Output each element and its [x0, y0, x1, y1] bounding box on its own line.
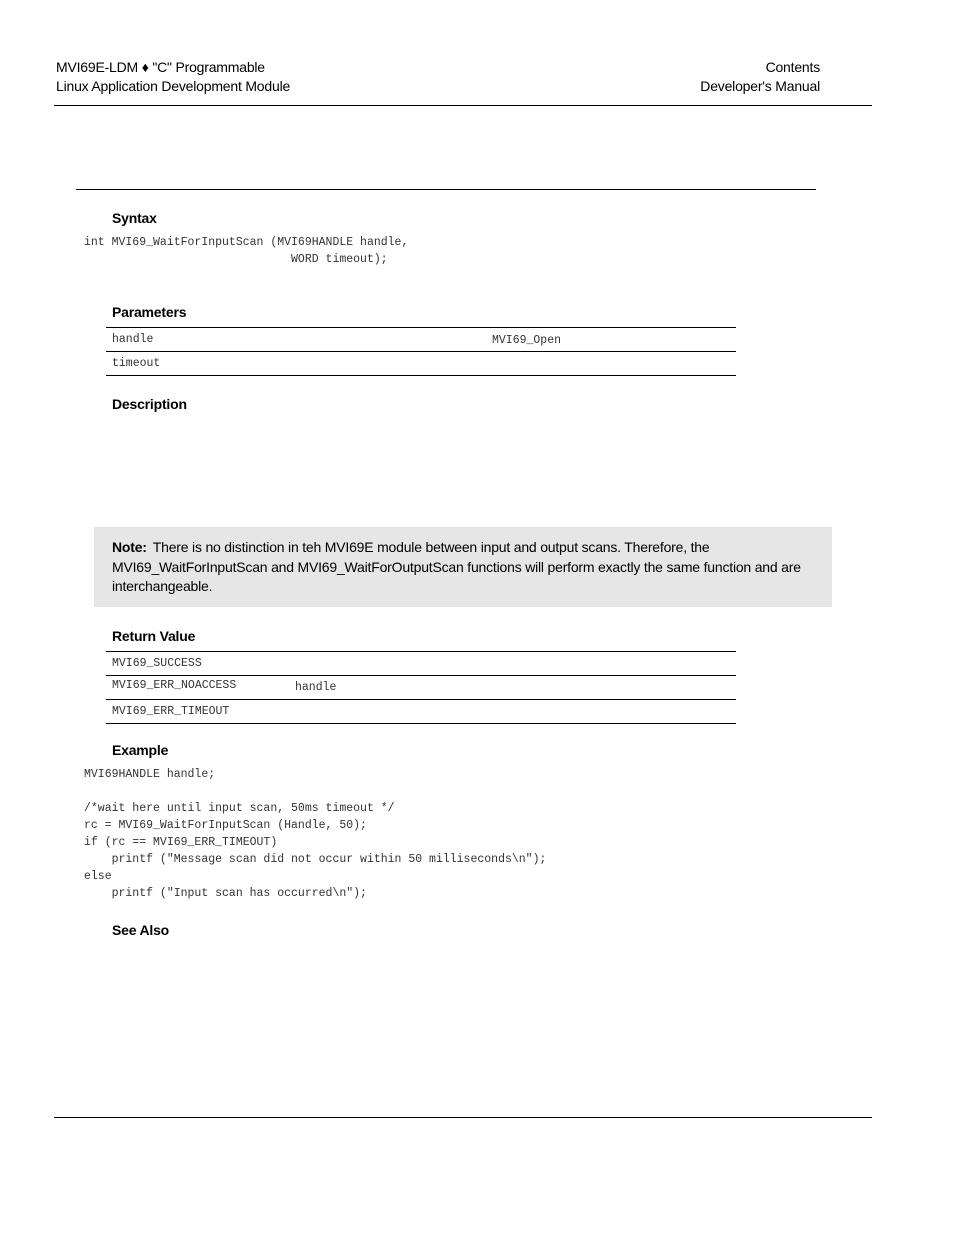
param-name: handle	[112, 333, 154, 346]
param-description: MVI69_Open	[492, 334, 562, 347]
table-row	[106, 652, 736, 676]
function-title-divider	[76, 189, 816, 190]
table-row	[106, 676, 736, 700]
parameters-heading: Parameters	[112, 304, 187, 320]
header-divider	[54, 105, 872, 106]
table-row	[106, 328, 736, 352]
note-box	[94, 527, 832, 607]
return-code: MVI69_SUCCESS	[112, 657, 202, 670]
table-row	[106, 352, 736, 376]
note-body: There is no distinction in teh MVI69E module between input and output scans. Therefore, the MVI69_WaitForInputScan and MVI69_WaitForOutputScan functions will perform exactly the same function and are interchangeable.	[112, 539, 801, 594]
return-description: handle	[295, 681, 337, 694]
return-value-table	[106, 651, 736, 724]
header-section: Contents	[765, 59, 820, 75]
example-heading: Example	[112, 742, 169, 758]
note-text	[112, 538, 812, 597]
description-heading: Description	[112, 396, 187, 412]
return-value-heading: Return Value	[112, 628, 196, 644]
example-code: MVI69HANDLE handle; /*wait here until input scan, 50ms timeout */ rc = MVI69_WaitForInputScan (Handle, 50); if (rc == MVI69_ERR_TIMEOUT) printf ("Message scan did not occur within 50 milliseconds\n"); else printf ("Input scan has occurred\n");	[84, 768, 547, 900]
see-also-heading: See Also	[112, 922, 170, 938]
header-manual-name: Developer's Manual	[700, 78, 820, 94]
footer-divider	[54, 1117, 872, 1118]
return-code: MVI69_ERR_TIMEOUT	[112, 705, 230, 718]
header-right	[700, 58, 820, 96]
table-row	[106, 700, 736, 724]
syntax-heading: Syntax	[112, 210, 157, 226]
parameters-table	[106, 327, 736, 376]
syntax-code: int MVI69_WaitForInputScan (MVI69HANDLE handle, WORD timeout);	[84, 236, 409, 266]
return-code: MVI69_ERR_NOACCESS	[112, 679, 237, 692]
header-left	[56, 58, 290, 96]
param-name: timeout	[112, 357, 161, 370]
note-label: Note:	[112, 539, 147, 555]
header-product-title: MVI69E-LDM ♦ "C" Programmable	[56, 59, 265, 75]
header-product-subtitle: Linux Application Development Module	[56, 78, 291, 94]
